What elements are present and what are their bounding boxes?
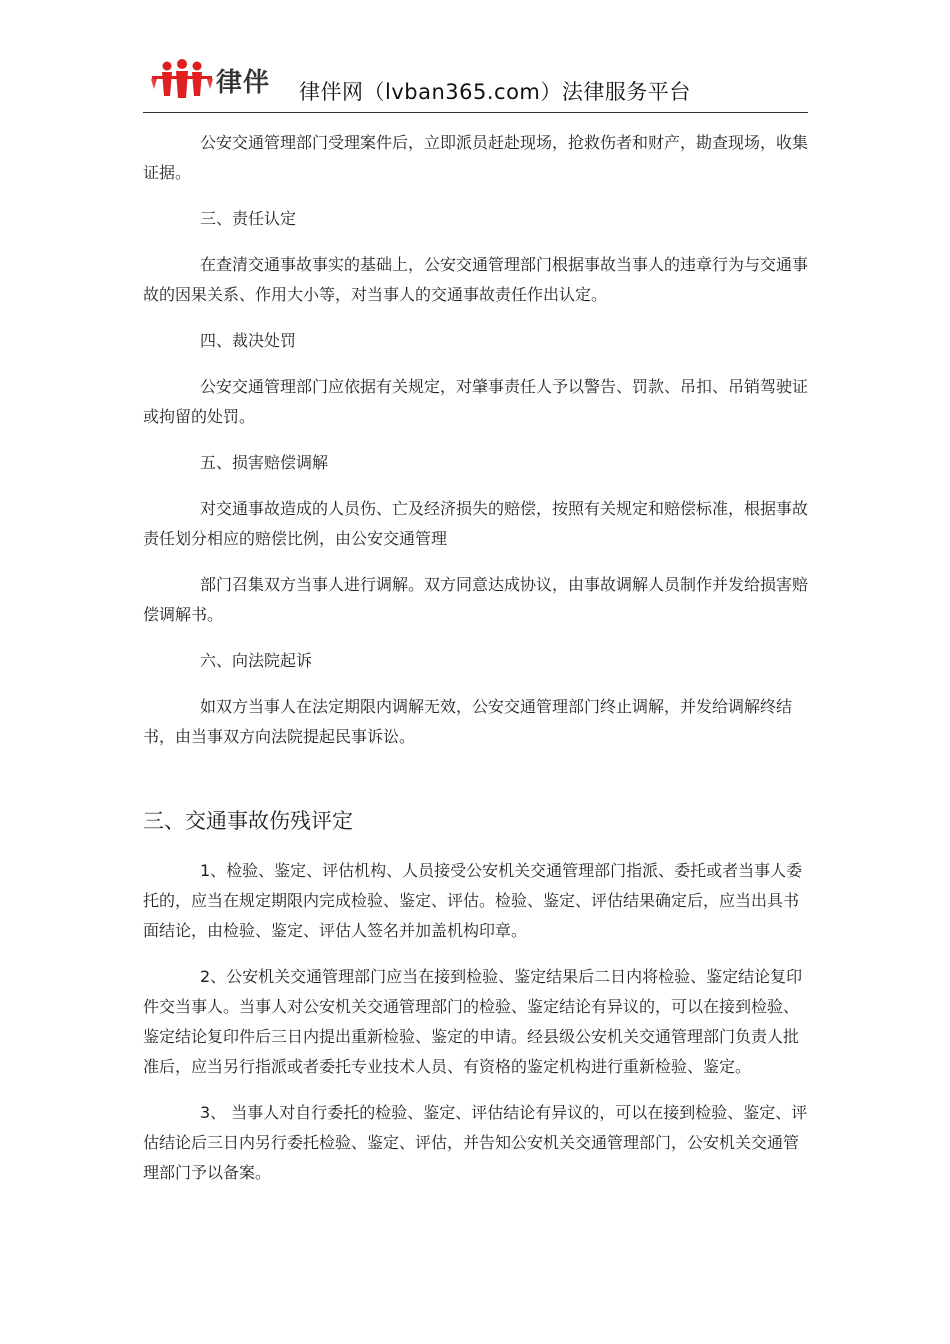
section-title-disability-assessment: 三、交通事故伤残评定 [143, 809, 353, 833]
paragraph-mediation-2: 部门召集双方当事人进行调解。双方同意达成协议，由事故调解人员制作并发给损害赔偿调解书。 [143, 575, 809, 624]
heading-penalty: 四、裁决处罚 [200, 331, 297, 350]
paragraph-responsibility: 在查清交通事故事实的基础上，公安交通管理部门根据事故当事人的违章行为与交通事故的因果关系、作用大小等，对当事人的交通事故责任作出认定。 [143, 255, 809, 304]
paragraph-on-site-investigation: 公安交通管理部门受理案件后，立即派员赶赴现场，抢救伤者和财产，勘查现场，收集证据。 [143, 133, 809, 182]
document-body [143, 128, 808, 1188]
paragraph-item-2: 2、公安机关交通管理部门应当在接到检验、鉴定结果后二日内将检验、鉴定结论复印件交当事人。当事人对公安机关交通管理部门的检验、鉴定结论有异议的，可以在接到检验、鉴定结论复印件后三日内提出重新检验、鉴定的申请。经县级公安机关交通管理部门负责人批准后，应当另行指派或者委托专业技术人员、有资格的鉴定机构进行重新检验、鉴定。 [143, 967, 803, 1076]
heading-lawsuit: 六、向法院起诉 [200, 651, 313, 670]
scales-logo-icon [150, 56, 214, 102]
paragraph-penalty: 公安交通管理部门应依据有关规定，对肇事责任人予以警告、罚款、吊扣、吊销驾驶证或拘留的处罚。 [143, 377, 809, 426]
page-header [143, 56, 808, 113]
paragraph-lawsuit: 如双方当事人在法定期限内调解无效，公安交通管理部门终止调解，并发给调解终结书，由当事双方向法院提起民事诉讼。 [143, 697, 793, 746]
lvban-logo [150, 56, 278, 102]
paragraph-mediation-1: 对交通事故造成的人员伤、亡及经济损失的赔偿，按照有关规定和赔偿标准，根据事故责任划分相应的赔偿比例，由公安交通管理 [143, 499, 809, 548]
heading-responsibility: 三、责任认定 [200, 209, 297, 228]
paragraph-item-3: 3、 当事人对自行委托的检验、鉴定、评估结论有异议的，可以在接到检验、鉴定、评估结论后三日内另行委托检验、鉴定、评估，并告知公安机关交通管理部门，公安机关交通管理部门予以备案。 [143, 1103, 808, 1182]
paragraph-item-1: 1、检验、鉴定、评估机构、人员接受公安机关交通管理部门指派、委托或者当事人委托的，应当在规定期限内完成检验、鉴定、评估。检验、鉴定、评估结果确定后，应当出具书面结论，由检验、鉴定、评估人签名并加盖机构印章。 [143, 861, 803, 940]
logo-text: 律伴 [216, 68, 271, 98]
heading-mediation: 五、损害赔偿调解 [200, 453, 329, 472]
header-title: 律伴网（lvban365.com）法律服务平台 [299, 80, 691, 104]
